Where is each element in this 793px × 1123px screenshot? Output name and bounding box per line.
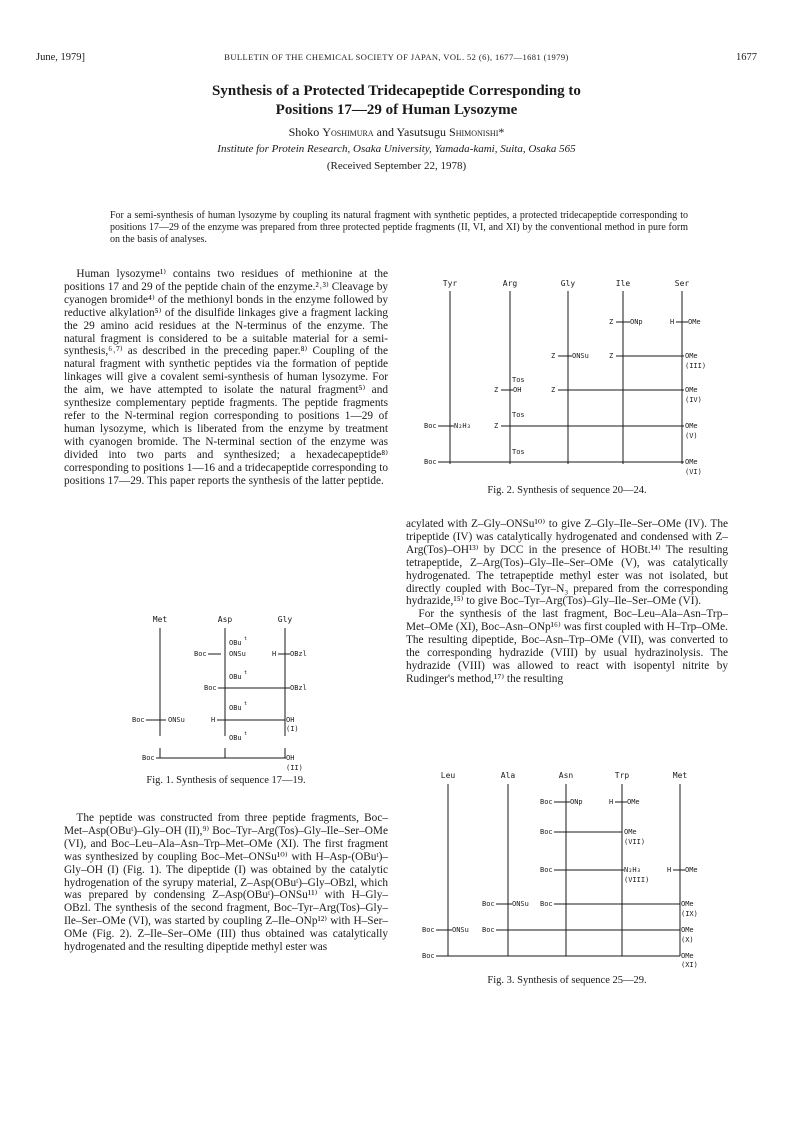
article-title — [0, 82, 793, 120]
t-boc: Boc — [540, 900, 553, 908]
figure-3-caption: Fig. 3. Synthesis of sequence 25—29. — [487, 975, 647, 986]
t-ome: OMe — [681, 900, 694, 908]
t-compound-iv: (IV) — [685, 396, 702, 404]
t-tos: Tos — [512, 448, 525, 456]
t-onsu: ONSu — [452, 926, 469, 934]
t-z: Z — [609, 352, 614, 360]
residue-label: Asp — [217, 615, 233, 624]
t-onsu: ONSu — [512, 900, 529, 908]
figure-2-caption: Fig. 2. Synthesis of sequence 20—24. — [487, 485, 647, 496]
t-boc: Boc — [424, 422, 437, 430]
left-column-continued — [64, 812, 388, 954]
t-compound-ii: (II) — [286, 764, 303, 772]
t-ome: OMe — [685, 352, 698, 360]
residue-label: Met — [672, 771, 688, 780]
t-z: Z — [551, 386, 556, 394]
t-oh: OH — [286, 716, 295, 724]
running-head — [36, 52, 757, 66]
t-onsu: ONSu — [168, 716, 185, 724]
journal-citation: BULLETIN OF THE CHEMICAL SOCIETY OF JAPAN, VOL. 52 (6), 1677—1681 (1979) — [224, 52, 569, 62]
t-obu: OBu — [229, 673, 242, 681]
author-conjunction: and — [376, 125, 394, 139]
t-compound-x: (X) — [681, 936, 694, 944]
t-sup: t — [244, 731, 248, 737]
author-2-last: Shimonishi* — [449, 125, 505, 139]
t-onp: ONp — [570, 798, 583, 806]
t-h: H — [609, 798, 614, 806]
residue-label: Arg — [502, 279, 518, 288]
t-compound-xi: (XI) — [681, 961, 698, 968]
abstract: For a semi-synthesis of human lysozyme by coupling its natural fragment with synthetic peptides, a protected tridecapeptide corresponding to positions 17—29 of the enzyme was prepared from three protected peptide fragments (II, VI, and XI) by the conventional method in pure form on the basis of analyses. — [110, 210, 688, 246]
t-boc: Boc — [482, 900, 495, 908]
residue-label: Leu — [440, 771, 456, 780]
residue-label: Asn — [558, 771, 574, 780]
t-z: Z — [494, 422, 499, 430]
t-z: Z — [494, 386, 499, 394]
author-1-first: Shoko — [288, 125, 320, 139]
t-ome: OMe — [627, 798, 640, 806]
residue-label: Gly — [277, 615, 293, 624]
t-ome: OMe — [688, 318, 701, 326]
t-z: Z — [609, 318, 614, 326]
t-boc: Boc — [204, 684, 217, 692]
t-compound-iii: (III) — [685, 362, 707, 370]
t-h: H — [667, 866, 672, 874]
t-ome: OMe — [624, 828, 637, 836]
received-date: (Received September 22, 1978) — [326, 160, 467, 172]
t-boc: Boc — [142, 754, 155, 762]
t-boc: Boc — [422, 952, 435, 960]
t-h: H — [670, 318, 675, 326]
t-ome: OMe — [681, 926, 694, 934]
t-n2h3: N₂H₃ — [454, 422, 471, 430]
paragraph: For the synthesis of the last fragment, Boc–Leu–Ala–Asn–Trp–Met–OMe (XI), Boc–Asn–ONp¹⁶⁾ was first coupled with H–Trp–OMe. The resulting dipeptide, Boc–Asn–Trp–OMe (VII), was converted to the corresponding hydrazide (VIII) by usual hydrazinolysis. The hydrazide (VIII) was allowed to react with isopentyl nitrite by Rudinger's method,¹⁷⁾ the resulting — [406, 608, 728, 685]
page-number: 1677 — [736, 52, 757, 63]
t-ome: OMe — [685, 458, 698, 466]
t-sup: t — [244, 636, 248, 642]
t-ome: OMe — [685, 386, 698, 394]
figure-1-bottom — [110, 748, 350, 776]
t-boc: Boc — [422, 926, 435, 934]
t-sup: t — [244, 670, 248, 676]
figure-1 — [110, 608, 350, 748]
left-column-intro — [64, 268, 388, 487]
t-boc: Boc — [194, 650, 207, 658]
t-boc: Boc — [424, 458, 437, 466]
paragraph: The peptide was constructed from three peptide fragments, Boc–Met–Asp(OBuᵗ)–Gly–OH (II),⁹⁾ Boc–Tyr–Arg(Tos)–Gly–Ile–Ser–OMe (VI), and Boc–Leu–Ala–Asn–Trp–Met–OMe (XI). The first fragment was synthesized by coupling Boc–Met–ONSu¹⁰⁾ with H–Asp-(OBuᵗ)–Gly–OH (I) (Fig. 1). The dipeptide (I) was obtained by the catalytic hydrogenation of the syrupy material, Z–Asp(OBuᵗ)–Gly–OBzl, which was prepared by condensing Z–Asp(OBuᵗ)–ONSu¹¹⁾ with H–Gly–OBzl. The synthesis of the second fragment, Boc–Tyr–Arg(Tos)–Gly–Ile–Ser–OMe (VI), was started by coupling Z–Ile–ONp¹²⁾ with H–Ser–OMe (Fig. 2). Z–Ile–Ser–OMe (III) thus obtained was catalytically hydrogenated and the resulting dipeptide methyl ester was — [64, 812, 388, 954]
t-compound-viii: (VIII) — [624, 876, 650, 884]
t-h: H — [211, 716, 216, 724]
residue-label: Met — [152, 615, 168, 624]
figure-2 — [420, 274, 720, 482]
t-obu: OBu — [229, 639, 242, 647]
residue-label: Ile — [615, 279, 631, 288]
t-compound-vi: (VI) — [685, 468, 702, 476]
t-boc: Boc — [540, 798, 553, 806]
right-column-text — [406, 518, 728, 686]
t-compound-i: (I) — [286, 725, 299, 733]
t-tos: Tos — [512, 376, 525, 384]
affiliation: Institute for Protein Research, Osaka University, Yamada-kami, Suita, Osaka 565 — [217, 143, 576, 155]
t-n2h3: N₂H₃ — [624, 866, 641, 874]
residue-label: Ser — [674, 279, 690, 288]
t-oh: OH — [513, 386, 522, 394]
t-onp: ONp — [630, 318, 643, 326]
residue-label: Trp — [614, 771, 630, 780]
residue-label: Ala — [500, 771, 516, 780]
t-ome: OMe — [681, 952, 694, 960]
t-sup: t — [244, 701, 248, 707]
t-ome: OMe — [685, 422, 698, 430]
paragraph: acylated with Z–Gly–ONSu¹⁰⁾ to give Z–Gly–Ile–Ser–OMe (IV). The tripeptide (IV) was catalytically hydrogenated and condensed with Z–Arg(Tos)–OH¹³⁾ by DCC in the presence of HOBt.¹⁴⁾ The resulting tetrapeptide, Z–Arg(Tos)–Gly–Ile–Ser–OMe (V), was catalytically hydrogenated. The tetrapeptide methyl ester was not isolated, but directly coupled with Boc–Tyr–N₃ prepared from the corresponding hydrazide,¹⁵⁾ to give Boc–Tyr–Arg(Tos)–Gly–Ile–Ser–OMe (VI). — [406, 518, 728, 608]
t-onsu: ONSu — [572, 352, 589, 360]
t-h: H — [272, 650, 277, 658]
paragraph: Human lysozyme¹⁾ contains two residues of methionine at the positions 17 and 29 of the peptide chain of the enzyme.²˒³⁾ Cleavage by cyanogen bromide⁴⁾ of the methionyl bonds in the enzyme followed by reductive alkylation⁵⁾ of the disulfide linkages give a fragment lacking the 29 amino acid residues at the N-terminus of the enzyme. The natural fragment is considered to be a suitable material for a semi-synthesis,⁶˒⁷⁾ as described in the preceding paper.⁸⁾ Coupling of the natural fragment with synthetic peptides via the formation of peptide linkages will give a covalent semi-synthesis of human lysozyme. For the aim, we have attempted to isolate the natural fragment⁵⁾ and synthesize complementary peptide fragments. The peptide fragments refer to the N-terminal region corresponding to positions 1—29 of human lysozyme, which is liberated from the enzyme by treatment with cyanogen bromide. The N-terminal section of the enzyme was divided into two parts and synthesized; a hexadecapeptide⁸⁾ corresponding to positions 1—16 and a tridecapeptide corresponding to positions 17—29. This paper reports the synthesis of the latter peptide. — [64, 268, 388, 487]
t-z: Z — [551, 352, 556, 360]
residue-label: Tyr — [442, 279, 458, 288]
title-line-1: Synthesis of a Protected Tridecapeptide Corresponding to — [212, 83, 581, 99]
t-compound-ix: (IX) — [681, 910, 698, 918]
t-compound-v: (V) — [685, 432, 698, 440]
t-obu: OBu — [229, 734, 242, 742]
t-ome: OMe — [685, 866, 698, 874]
t-boc: Boc — [132, 716, 145, 724]
figure-3 — [418, 768, 730, 968]
t-tos: Tos — [512, 411, 525, 419]
figure-1-caption: Fig. 1. Synthesis of sequence 17—19. — [146, 775, 306, 786]
t-obu: OBu — [229, 704, 242, 712]
t-obzl: OBzl — [290, 650, 307, 658]
author-2-first: Yasutsugu — [396, 125, 447, 139]
author-list — [0, 125, 793, 140]
t-compound-vii: (VII) — [624, 838, 646, 846]
author-1-last: Yoshimura — [322, 125, 374, 139]
residue-label: Gly — [560, 279, 576, 288]
t-boc: Boc — [540, 866, 553, 874]
t-oh: OH — [286, 754, 295, 762]
title-line-2: Positions 17—29 of Human Lysozyme — [275, 102, 518, 118]
issue-date: June, 1979] — [36, 52, 85, 63]
t-boc: Boc — [482, 926, 495, 934]
t-boc: Boc — [540, 828, 553, 836]
t-onsu: ONSu — [229, 650, 246, 658]
t-obzl: OBzl — [290, 684, 307, 692]
